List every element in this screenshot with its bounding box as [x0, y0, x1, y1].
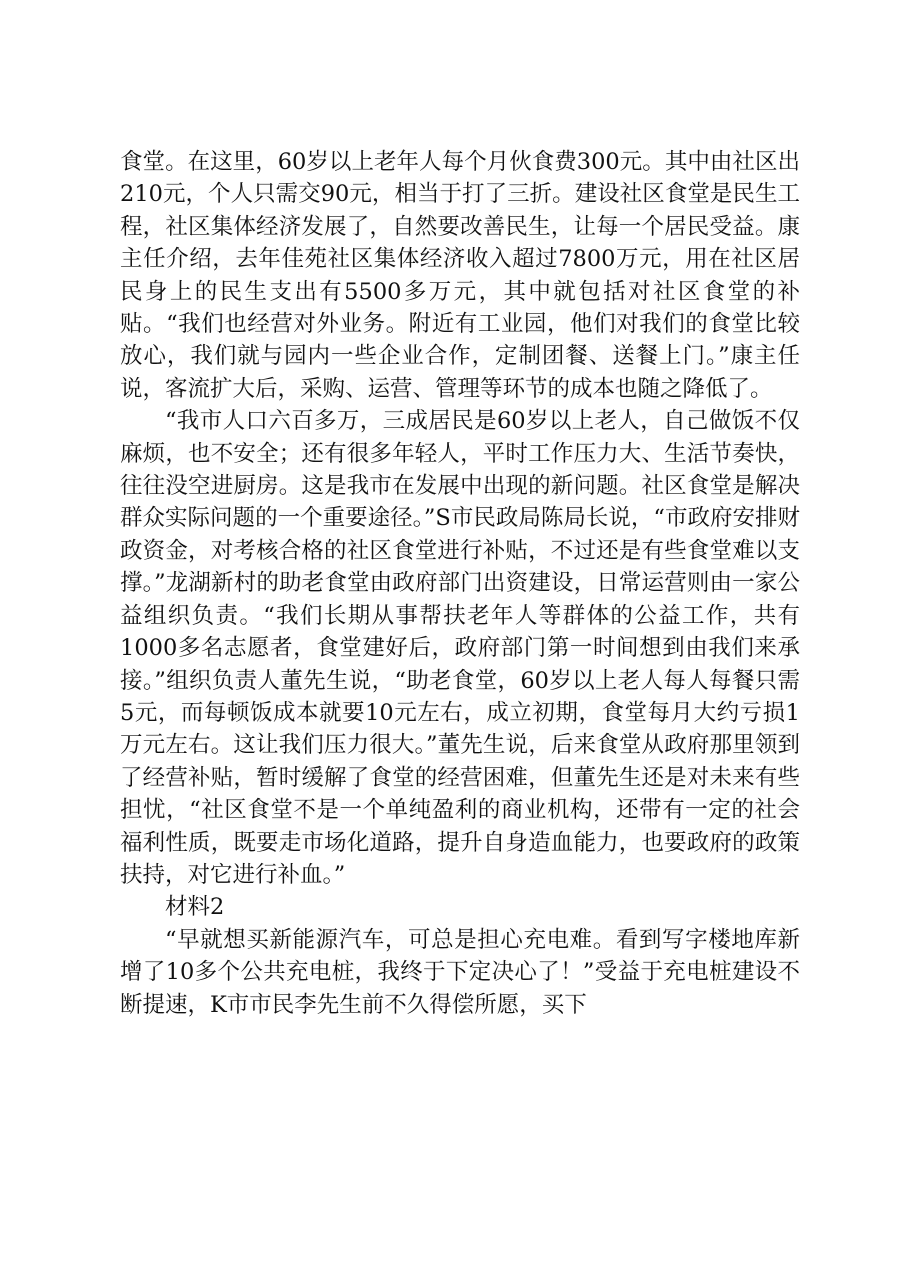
section-heading: 材料2 — [165, 894, 225, 921]
paragraph-civil-affairs: “我市人口六百多万，三成居民是60岁以上老人，自己做饭不仅麻烦，也不安全；还有很多年轻人，平时工作压力大、生活节奏快，往往没空进厨房。这是我市在发展中出现的新问题。社区食堂是解决群众实际问题的一个重要途径。”S市民政局陈局长说，“市政府安排财政资金，对考核合格的社区食堂进行补贴，不过还是有些食堂难以支撑。”龙湖新村的助老食堂由政府部门出资建设，日常运营则由一家公益组织负责。“我们长期从事帮扶老年人等群体的公益工作，共有1000多名志愿者，食堂建好后，政府部门第一时间想到由我们来承接。”组织负责人董先生说，“助老食堂，60岁以上老人每人每餐只需5元，而每顿饭成本就要10元左右，成立初期，食堂每月大约亏损1万元左右。这让我们压力很大。”董先生说，后来食堂从政府那里领到了经营补贴，暂时缓解了食堂的经营困难，但董先生还是对未来有些担忧，“社区食堂不是一个单纯盈利的商业机构，还带有一定的社会福利性质，既要走市场化道路，提升自身造血能力，也要政府的政策扶持，对它进行补血。” — [120, 408, 800, 888]
document-page — [120, 146, 800, 1021]
paragraph-charging-piles: “早就想买新能源汽车，可总是担心充电难。看到写字楼地库新增了10多个公共充电桩，我终于下定决心了！”受益于充电桩建设不断提速，K市市民李先生前不久得偿所愿，买下 — [120, 926, 800, 1018]
paragraph-community-canteen: 食堂。在这里，60岁以上老年人每个月伙食费300元。其中由社区出210元，个人只需交90元，相当于打了三折。建设社区食堂是民生工程，社区集体经济发展了，自然要改善民生，让每一个居民受益。康主任介绍，去年佳苑社区集体经济收入超过7800万元，用在社区居民身上的民生支出有5500多万元，其中就包括对社区食堂的补贴。“我们也经营对外业务。附近有工业园，他们对我们的食堂比较放心，我们就与园内一些企业合作，定制团餐、送餐上门。”康主任说，客流扩大后，采购、运营、管理等环节的成本也随之降低了。 — [120, 149, 800, 402]
